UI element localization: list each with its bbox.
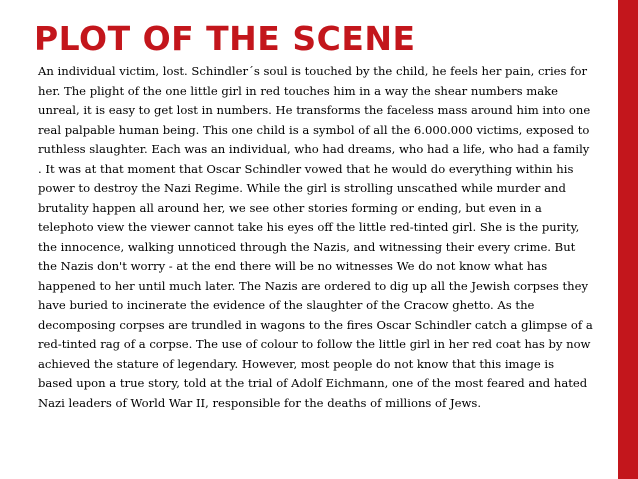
body-line: brutality happen all around her, we see other stories forming or ending, but even in a [38,200,542,215]
body-line: An individual victim, lost. Schindler´s soul is touched by the child, he feels her pain, cries for [38,64,587,78]
body-line: telephoto view the viewer cannot take his eyes off the little red-tinted girl. She is the purity, [38,220,580,234]
body-line: . It was at that moment that Oscar Schindler vowed that he would do everything within his [38,161,574,176]
body-line: based upon a true story, told at the trial of Adolf Eichmann, one of the most feared and hated [38,376,588,390]
body-text [38,62,608,413]
body-line: red-tinted rag of a corpse. The use of colour to follow the little girl in her red coat has by now [38,337,591,351]
body-line: Nazi leaders of World War II, responsible for the deaths of millions of Jews. [38,395,482,410]
body-line: real palpable human being. This one child is a symbol of all the 6.000.000 victims, exposed to [38,122,590,137]
body-line: decomposing corpses are trundled in wagons to the fires Oscar Schindler catch a glimpse of a [38,317,593,332]
body-line: the Nazis don't worry - at the end there will be no witnesses We do not know what has [38,259,548,273]
body-line: the innocence, walking unnoticed through the Nazis, and witnessing their every crime. But [38,239,576,254]
slide-title: PLOT OF THE SCENE [34,19,416,58]
body-line: her. The plight of the one little girl in red touches him in a way the shear numbers make [38,83,559,98]
body-line: achieved the stature of legendary. However, most people do not know that this image is [38,356,555,371]
body-line: happened to her until much later. The Nazis are ordered to dig up all the Jewish corpses they [38,278,589,293]
body-line: unreal, it is easy to get lost in numbers. He transforms the faceless mass around him into one [38,103,591,117]
body-line: ruthless slaughter. Each was an individual, who had dreams, who had a life, who had a family [38,142,590,156]
accent-bar [618,0,638,479]
body-line: power to destroy the Nazi Regime. While the girl is strolling unscathed while murder and [38,181,566,195]
body-line: have buried to incinerate the evidence of the slaughter of the Cracow ghetto. As the [38,298,535,312]
